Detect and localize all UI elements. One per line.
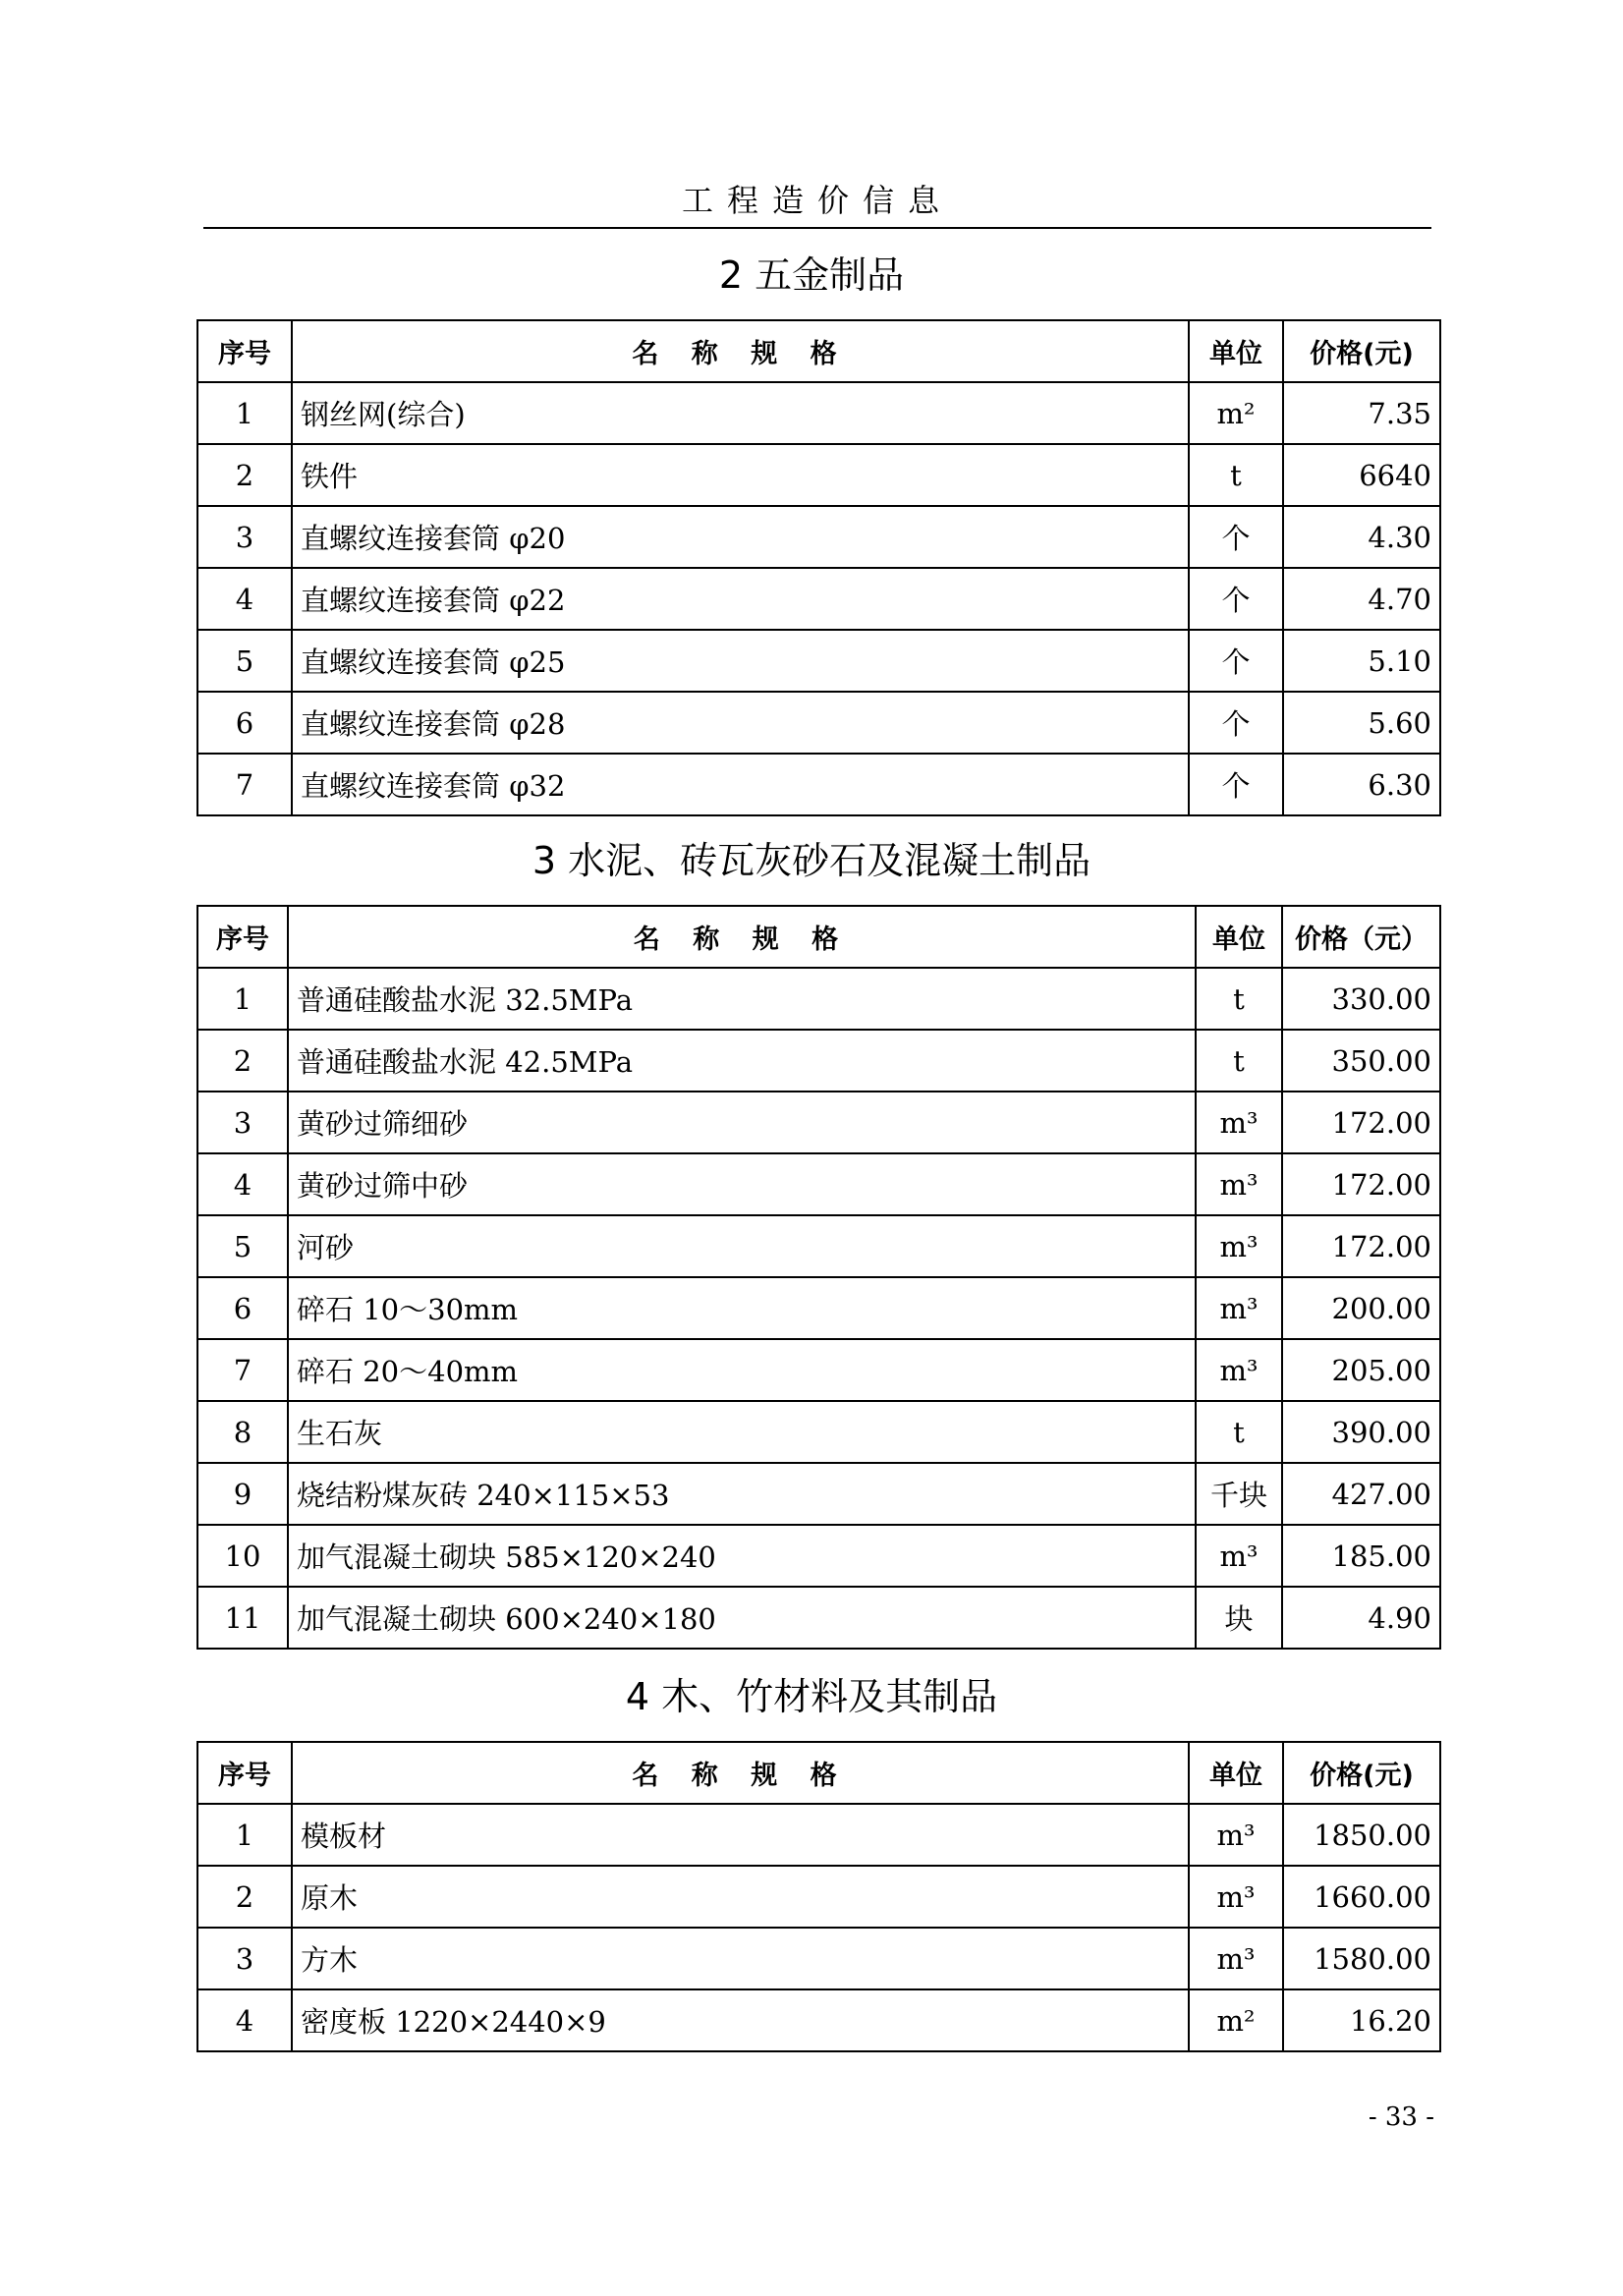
row-number: 5 — [197, 1215, 288, 1277]
section-title-wood: 4 木、竹材料及其制品 — [625, 1675, 998, 1718]
section-title-hardware: 2 五金制品 — [718, 253, 905, 297]
table-header-row — [197, 1742, 1440, 1804]
item-name: 原木 — [292, 1866, 1189, 1928]
item-unit: m³ — [1189, 1804, 1283, 1866]
item-price: 7.35 — [1283, 382, 1440, 444]
table-row — [197, 568, 1440, 630]
item-unit: 个 — [1189, 506, 1283, 568]
item-unit: m³ — [1196, 1153, 1282, 1215]
item-name: 黄砂过筛中砂 — [288, 1153, 1196, 1215]
table-row — [197, 1525, 1440, 1587]
row-number: 3 — [197, 1928, 292, 1989]
item-price: 4.70 — [1283, 568, 1440, 630]
row-number: 4 — [197, 1153, 288, 1215]
item-name: 直螺纹连接套筒 φ32 — [292, 754, 1189, 815]
item-name: 钢丝网(综合) — [292, 382, 1189, 444]
row-number: 2 — [197, 1030, 288, 1092]
item-unit: m² — [1189, 382, 1283, 444]
running-header: 工程造价信息 — [681, 182, 953, 219]
table-row — [197, 968, 1440, 1030]
table-row — [197, 1339, 1440, 1401]
row-number: 2 — [197, 444, 292, 506]
item-unit: m³ — [1196, 1092, 1282, 1153]
item-name: 河砂 — [288, 1215, 1196, 1277]
item-price: 350.00 — [1282, 1030, 1440, 1092]
item-unit: 个 — [1189, 754, 1283, 815]
row-number: 1 — [197, 968, 288, 1030]
row-number: 5 — [197, 630, 292, 692]
item-unit: 千块 — [1196, 1463, 1282, 1525]
item-price: 200.00 — [1282, 1277, 1440, 1339]
column-header-no: 序号 — [197, 1742, 292, 1804]
row-number: 11 — [197, 1587, 288, 1649]
item-name: 烧结粉煤灰砖 240×115×53 — [288, 1463, 1196, 1525]
hardware-price-table — [196, 319, 1441, 816]
column-header-price: 价格(元) — [1283, 320, 1440, 382]
column-header-price: 价格(元) — [1283, 1742, 1440, 1804]
item-price: 1660.00 — [1283, 1866, 1440, 1928]
row-number: 8 — [197, 1401, 288, 1463]
row-number: 7 — [197, 1339, 288, 1401]
table-row — [197, 1804, 1440, 1866]
item-name: 碎石 20～40mm — [288, 1339, 1196, 1401]
table-row — [197, 1928, 1440, 1989]
item-name: 直螺纹连接套筒 φ22 — [292, 568, 1189, 630]
item-name: 黄砂过筛细砂 — [288, 1092, 1196, 1153]
column-header-price: 价格（元） — [1282, 906, 1440, 968]
item-name: 直螺纹连接套筒 φ28 — [292, 692, 1189, 754]
table-row — [197, 754, 1440, 815]
item-price: 427.00 — [1282, 1463, 1440, 1525]
table-row — [197, 1463, 1440, 1525]
table-row — [197, 692, 1440, 754]
header-rule — [203, 227, 1431, 229]
row-number: 6 — [197, 1277, 288, 1339]
item-price: 6.30 — [1283, 754, 1440, 815]
item-name: 密度板 1220×2440×9 — [292, 1989, 1189, 2051]
column-header-no: 序号 — [197, 320, 292, 382]
item-unit: m³ — [1196, 1215, 1282, 1277]
section-title-cement: 3 水泥、砖瓦灰砂石及混凝土制品 — [532, 839, 1091, 882]
item-unit: 个 — [1189, 630, 1283, 692]
table-row — [197, 1215, 1440, 1277]
column-header-unit: 单位 — [1196, 906, 1282, 968]
table-row — [197, 382, 1440, 444]
item-unit: t — [1189, 444, 1283, 506]
row-number: 7 — [197, 754, 292, 815]
item-price: 172.00 — [1282, 1092, 1440, 1153]
row-number: 3 — [197, 506, 292, 568]
item-unit: m² — [1189, 1989, 1283, 2051]
row-number: 1 — [197, 382, 292, 444]
item-price: 5.10 — [1283, 630, 1440, 692]
item-unit: m³ — [1196, 1525, 1282, 1587]
column-header-no: 序号 — [197, 906, 288, 968]
item-unit: m³ — [1196, 1277, 1282, 1339]
cement-price-table — [196, 905, 1441, 1650]
item-price: 16.20 — [1283, 1989, 1440, 2051]
table-row — [197, 1587, 1440, 1649]
item-price: 1850.00 — [1283, 1804, 1440, 1866]
item-name: 模板材 — [292, 1804, 1189, 1866]
row-number: 2 — [197, 1866, 292, 1928]
table-row — [197, 1277, 1440, 1339]
table-header-row — [197, 906, 1440, 968]
column-header-name: 名 称 规 格 — [292, 1742, 1189, 1804]
item-name: 直螺纹连接套筒 φ20 — [292, 506, 1189, 568]
item-unit: 个 — [1189, 568, 1283, 630]
row-number: 10 — [197, 1525, 288, 1587]
item-name: 方木 — [292, 1928, 1189, 1989]
item-price: 330.00 — [1282, 968, 1440, 1030]
item-price: 172.00 — [1282, 1215, 1440, 1277]
table-row — [197, 1401, 1440, 1463]
column-header-name: 名 称 规 格 — [288, 906, 1196, 968]
item-price: 185.00 — [1282, 1525, 1440, 1587]
item-name: 普通硅酸盐水泥 42.5MPa — [288, 1030, 1196, 1092]
item-name: 加气混凝土砌块 600×240×180 — [288, 1587, 1196, 1649]
column-header-unit: 单位 — [1189, 320, 1283, 382]
item-unit: t — [1196, 1401, 1282, 1463]
item-price: 4.30 — [1283, 506, 1440, 568]
row-number: 9 — [197, 1463, 288, 1525]
item-price: 205.00 — [1282, 1339, 1440, 1401]
item-price: 5.60 — [1283, 692, 1440, 754]
table-row — [197, 1866, 1440, 1928]
row-number: 4 — [197, 1989, 292, 2051]
row-number: 3 — [197, 1092, 288, 1153]
item-name: 加气混凝土砌块 585×120×240 — [288, 1525, 1196, 1587]
item-unit: m³ — [1189, 1928, 1283, 1989]
item-price: 390.00 — [1282, 1401, 1440, 1463]
item-unit: 块 — [1196, 1587, 1282, 1649]
item-price: 4.90 — [1282, 1587, 1440, 1649]
item-unit: m³ — [1189, 1866, 1283, 1928]
row-number: 1 — [197, 1804, 292, 1866]
item-price: 172.00 — [1282, 1153, 1440, 1215]
table-row — [197, 1030, 1440, 1092]
item-name: 生石灰 — [288, 1401, 1196, 1463]
table-row — [197, 1092, 1440, 1153]
table-row — [197, 506, 1440, 568]
wood-price-table — [196, 1741, 1441, 2052]
table-row — [197, 630, 1440, 692]
item-name: 铁件 — [292, 444, 1189, 506]
item-unit: t — [1196, 1030, 1282, 1092]
row-number: 6 — [197, 692, 292, 754]
item-unit: 个 — [1189, 692, 1283, 754]
item-name: 直螺纹连接套筒 φ25 — [292, 630, 1189, 692]
item-price: 1580.00 — [1283, 1928, 1440, 1989]
item-name: 普通硅酸盐水泥 32.5MPa — [288, 968, 1196, 1030]
item-name: 碎石 10～30mm — [288, 1277, 1196, 1339]
item-unit: t — [1196, 968, 1282, 1030]
column-header-unit: 单位 — [1189, 1742, 1283, 1804]
row-number: 4 — [197, 568, 292, 630]
table-row — [197, 1989, 1440, 2051]
table-row — [197, 1153, 1440, 1215]
table-row — [197, 444, 1440, 506]
column-header-name: 名 称 规 格 — [292, 320, 1189, 382]
page-number: - 33 - — [1368, 2102, 1434, 2132]
item-price: 6640 — [1283, 444, 1440, 506]
item-unit: m³ — [1196, 1339, 1282, 1401]
table-header-row — [197, 320, 1440, 382]
